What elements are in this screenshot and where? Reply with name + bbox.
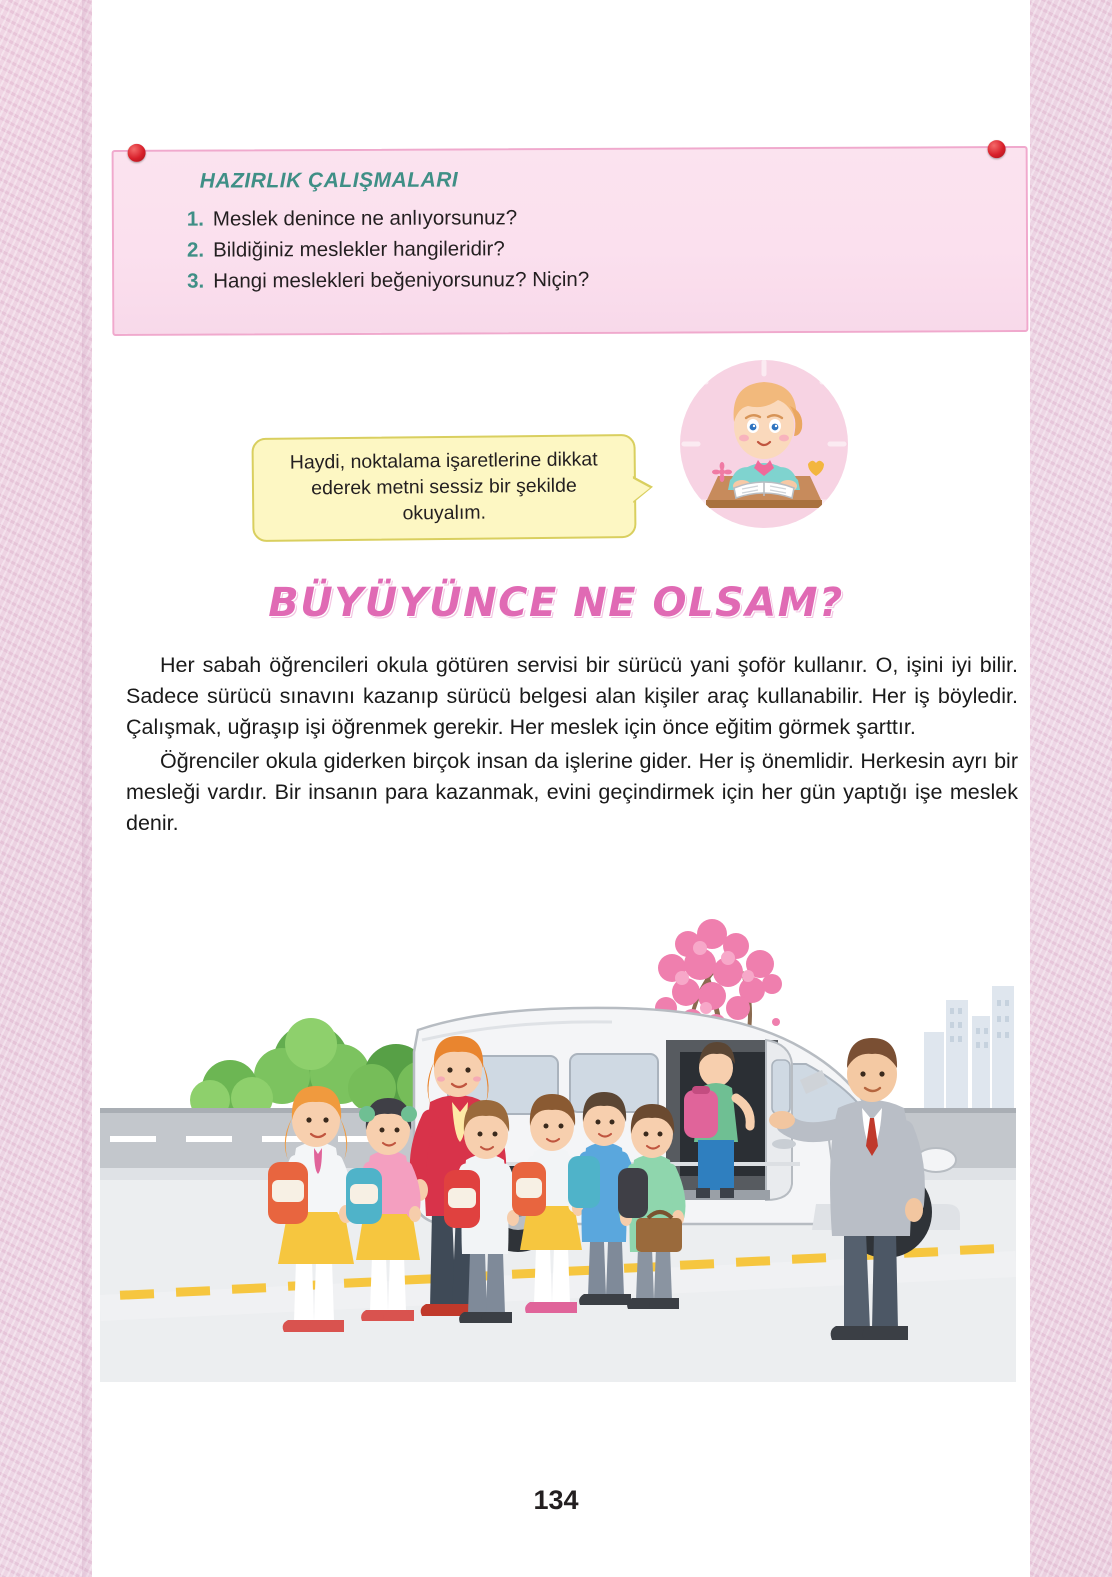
page-number: 134	[504, 1479, 608, 1521]
page-title: BÜYÜYÜNCE NE OLSAM?	[268, 580, 844, 626]
list-item	[174, 235, 994, 263]
school-bus-illustration	[100, 912, 1016, 1382]
reading-girl-icon	[672, 352, 856, 536]
pushpin-icon	[988, 140, 1006, 158]
list-item-number: 1.	[186, 207, 204, 231]
list-item-text: Hangi meslekleri beğeniyorsunuz? Niçin?	[213, 267, 590, 293]
preparation-questions-box	[112, 146, 1029, 336]
list-item-text: Meslek denince ne anlıyorsunuz?	[212, 206, 518, 231]
pushpin-icon	[128, 144, 146, 162]
list-item	[174, 266, 994, 294]
reading-text	[126, 650, 1018, 841]
list-item-number: 3.	[187, 269, 205, 293]
list-item	[174, 204, 994, 232]
list-item-number: 2.	[186, 238, 205, 262]
instruction-text: Haydi, noktalama işaretlerine dikkat ederek metni sessiz bir şekilde okuyalım.	[289, 448, 598, 525]
preparation-heading: HAZIRLIK ÇALIŞMALARI	[199, 168, 459, 193]
paragraph: Öğrenciler okula giderken birçok insan da işlerine gider. Her iş önemlidir. Herkesin ayrı bir mesleği vardır. Bir insanın para kazanmak, evini geçindirmek için her gün yaptığı işe meslek denir.	[126, 748, 1018, 835]
preparation-list	[174, 204, 994, 301]
instruction-speech-bubble	[251, 434, 636, 542]
paragraph: Her sabah öğrencileri okula götüren servisi bir sürücü yani şoför kullanır. O, işini iyi bilir. Sadece sürücü sınavını kazanıp sürücü belgesi alan kişiler araç kullanabilir. Her iş böyledir. Çalışmak, uğraşıp işi öğrenmek gerekir. Her meslek için önce eğitim görmek şarttır.	[126, 653, 1018, 740]
list-item-text: Bildiğiniz meslekler hangileridir?	[212, 237, 505, 262]
